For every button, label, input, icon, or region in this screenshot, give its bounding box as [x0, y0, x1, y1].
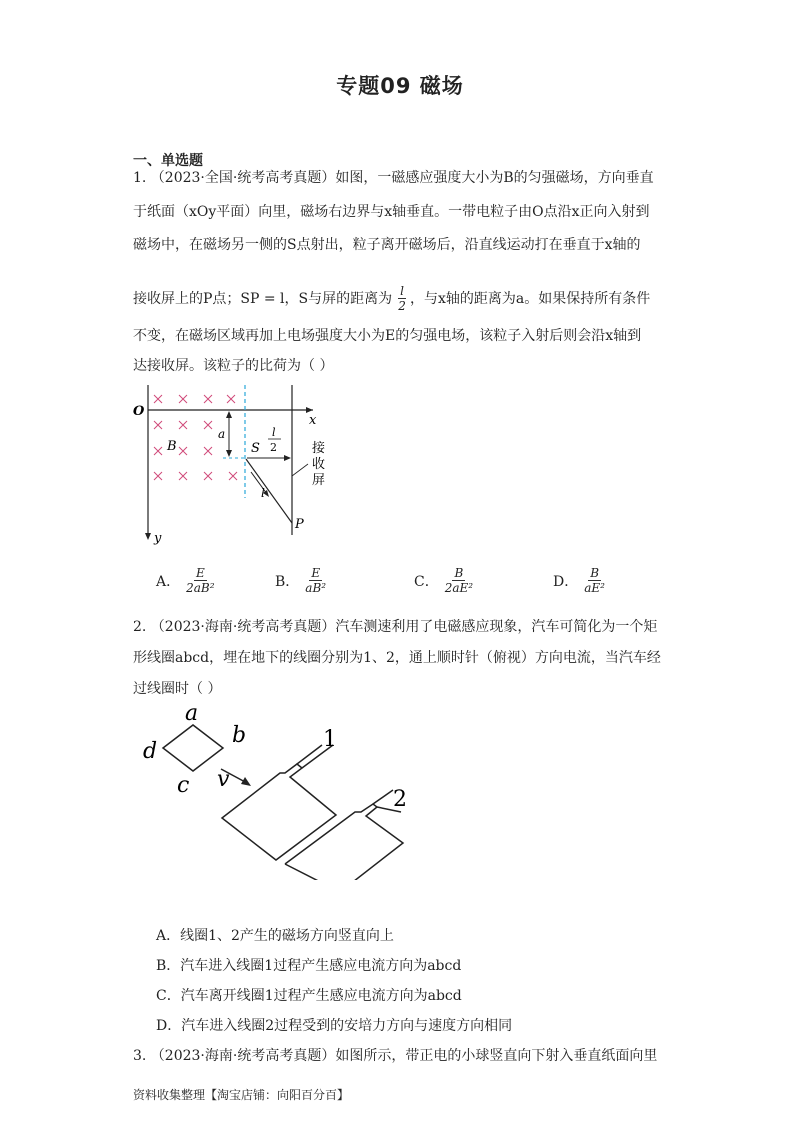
ground-coil-2-bottom	[285, 864, 340, 880]
screen-leader	[292, 464, 308, 476]
sp-path	[246, 459, 292, 523]
y-axis-label: y	[154, 531, 162, 546]
q2-option-a: A．线圈1、2产生的磁场方向竖直向上	[156, 928, 394, 944]
q2-line-3: 过线圈时（ ）	[133, 681, 222, 697]
q1-line-3: 磁场中，在磁场另一侧的S点射出，粒子离开磁场后，沿直线运动打在垂直于x轴的	[133, 237, 641, 253]
option-letter: A．	[156, 573, 181, 590]
q1-line-4-fraction	[398, 284, 406, 313]
velocity-arrowhead	[241, 777, 251, 786]
label-v: v	[217, 767, 230, 792]
option-fraction	[584, 566, 605, 595]
q1-line-4-text-a: 接收屏上的P点；SP = l，S与屏的距离为	[133, 290, 393, 307]
q1-option-a	[156, 566, 215, 595]
screen-label-3: 屏	[312, 473, 326, 488]
option-fraction	[186, 566, 214, 595]
q1-option-c	[414, 566, 473, 595]
p-label: P	[295, 517, 304, 532]
field-label: B	[167, 439, 177, 454]
option-den: 2aB²	[186, 581, 215, 595]
q1-option-d	[553, 566, 605, 595]
q2-option-d: D．汽车进入线圈2过程受到的安培力方向与速度方向相同	[156, 1018, 513, 1034]
q1-line-1: 1. （2023·全国·统考高考真题）如图，一磁感应强度大小为B的匀强磁场，方向垂直	[133, 170, 654, 186]
section-heading: 一、单选题	[133, 153, 203, 169]
q2-line-2: 形线圈abcd，埋在地下的线圈分别为1、2，通上顺时针（俯视）方向电流，当汽车经	[133, 650, 661, 666]
screen-label-2: 收	[312, 457, 326, 472]
q1-line-6: 达接收屏。该粒子的比荷为（ ）	[133, 358, 334, 374]
origin-label: O	[133, 404, 145, 419]
page-title: 专题09 磁场	[336, 74, 464, 98]
q1-figure	[125, 380, 340, 550]
x-axis-label: x	[309, 413, 317, 428]
q2-option-b: B．汽车进入线圈1过程产生感应电流方向为abcd	[156, 958, 462, 974]
option-fraction	[305, 566, 326, 595]
option-den: aB²	[305, 581, 327, 595]
option-fraction	[445, 566, 473, 595]
q1-line-2: 于纸面（xOy平面）向里，磁场右边界与x轴垂直。一带电粒子由O点沿x正向入射到	[133, 204, 650, 220]
q1-line-5: 不变，在磁场区域再加上电场强度大小为E的匀强电场，该粒子入射后则会沿x轴到	[133, 328, 642, 344]
q2-line-1: 2. （2023·海南·统考高考真题）汽车测速利用了电磁感应现象，汽车可简化为一个矩	[133, 619, 658, 635]
label-c: c	[177, 773, 190, 798]
label-coil-1: 1	[323, 727, 337, 752]
y-axis-arrow	[145, 533, 151, 540]
label-b: b	[232, 723, 247, 748]
l-label: l	[261, 486, 265, 500]
option-den: aE²	[584, 581, 605, 595]
q1-frac-den: 2	[398, 299, 406, 313]
q1-line-4	[133, 284, 650, 313]
half-l-den: 2	[270, 441, 277, 454]
half-l-num: l	[272, 426, 276, 439]
option-num: E	[195, 566, 205, 580]
label-coil-2: 2	[393, 787, 407, 812]
option-letter: B．	[275, 573, 300, 590]
ground-coil-2	[285, 804, 403, 880]
option-letter: C．	[414, 573, 439, 590]
option-num: B	[590, 566, 600, 580]
screen-label-1: 接	[312, 441, 326, 456]
q1-line-4-text-b: ，与x轴的距离为a。如果保持所有条件	[409, 290, 651, 307]
q2-figure	[135, 700, 425, 880]
car-coil-abcd	[163, 725, 223, 771]
option-den: 2aE²	[444, 581, 474, 595]
option-letter: D．	[553, 573, 579, 590]
q2-option-c: C．汽车离开线圈1过程产生感应电流方向为abcd	[156, 988, 462, 1004]
footer-note: 资料收集整理【淘宝店铺：向阳百分百】	[133, 1088, 350, 1102]
option-num: B	[454, 566, 464, 580]
q3-line-1: 3. （2023·海南·统考高考真题）如图所示，带正电的小球竖直向下射入垂直纸面向里	[133, 1048, 658, 1064]
half-l-arrow	[284, 455, 291, 461]
q1-frac-num: l	[400, 284, 404, 298]
label-d: d	[143, 739, 158, 764]
q1-option-b	[275, 566, 326, 595]
label-a: a	[185, 701, 199, 726]
a-label: a	[218, 427, 226, 441]
s-label: S	[251, 441, 260, 456]
option-num: E	[311, 566, 321, 580]
